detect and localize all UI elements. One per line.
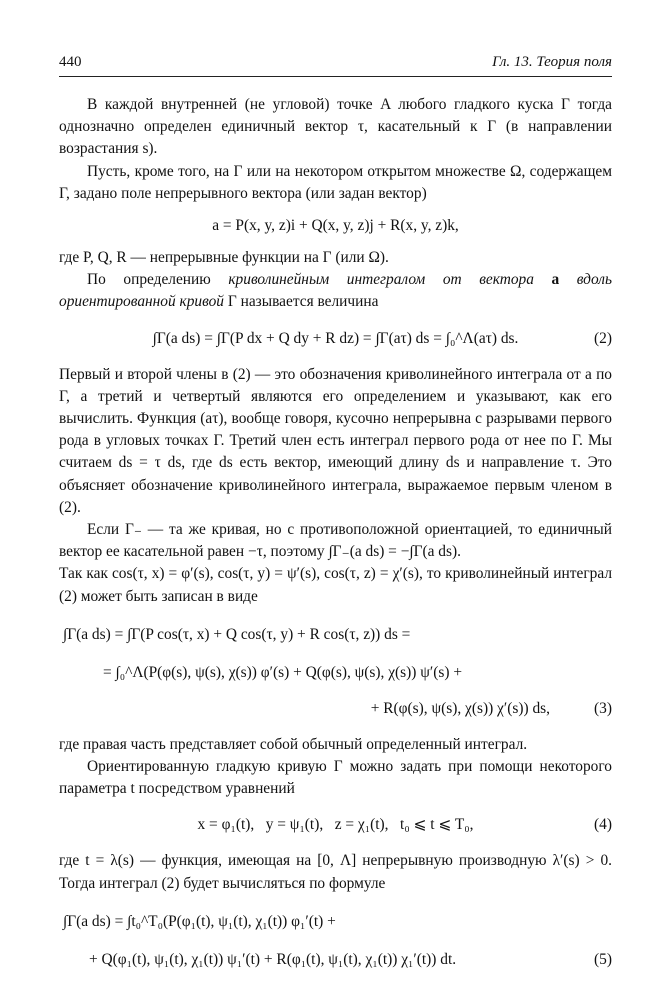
vector-symbol: a <box>551 271 560 289</box>
definition-term-1: криволинейным интегралом от вектора <box>228 271 534 289</box>
equation-field <box>59 215 612 237</box>
equation-5-line-2: + Q(φ₁(t), ψ₁(t), χ₁(t)) ψ₁′(t) + R(φ₁(t), ψ₁(t), χ₁(t)) χ₁′(t)) dt. <box>89 950 457 968</box>
equation-2-number: (2) <box>594 329 612 347</box>
paragraph-4-a: По определению <box>87 271 211 289</box>
paragraph-10: где t = λ(s) — функция, имеющая на [0, Λ] непрерывную производную λ′(s) > 0. Тогда интеграл (2) будет вычисляться по формуле <box>59 852 612 892</box>
page-header <box>59 54 612 76</box>
paragraph-5: Первый и второй члены в (2) — это обозначения криволинейного интеграла от a по Γ, а третий и четвертый являются его определением и указывают, как его вычислить. Функция (aτ), вообще говоря, кусочно непрерывна с разрывами первого рода в угловых точках Γ. Третий член есть интеграл первого рода от нее по Γ. Мы считаем ds = τ ds, где ds есть вектор, имеющий длину ds и направление τ. Это объясняет обозначение криволинейного интеграла, выражаемое первым членом в (2). <box>59 365 612 516</box>
book-page <box>59 0 612 1000</box>
paragraph-9: Ориентированную гладкую кривую Γ можно задать при помощи некоторого параметра t посредством уравнений <box>59 758 612 798</box>
page-number: 440 <box>59 54 82 70</box>
equation-4-number: (4) <box>594 816 612 834</box>
paragraph-6: Если Γ₋ — та же кривая, но с противоположной ориентацией, то единичный вектор ее касательной равен −τ, поэтому ∫Γ₋(a ds) = −∫Γ(a ds). <box>59 521 612 561</box>
equation-2-text: ∫Γ(a ds) = ∫Γ(P dx + Q dy + R dz) = ∫Γ(aτ) ds = ∫₀^Λ(aτ) ds. <box>152 329 519 347</box>
definition-term-2: вдоль ориентированной кривой <box>59 271 612 311</box>
page-body <box>59 94 612 971</box>
paragraph-8: где правая часть представляет собой обычный определенный интеграл. <box>59 735 528 753</box>
equation-field-text: a = P(x, y, z)i + Q(x, y, z)j + R(x, y, z)k, <box>212 217 459 235</box>
equation-3-line-1: ∫Γ(a ds) = ∫Γ(P cos(τ, x) + Q cos(τ, y) + R cos(τ, z)) ds = <box>63 625 411 643</box>
running-title: Гл. 13. Теория поля <box>492 54 612 70</box>
equation-5-number: (5) <box>594 950 612 968</box>
paragraph-2: Пусть, кроме того, на Γ или на некотором открытом множестве Ω, содержащем Γ, задано поле непрерывного вектора (или задан вектор) <box>59 162 612 202</box>
equation-4-text: x = φ₁(t), y = ψ₁(t), z = χ₁(t), t₀ ⩽ t ⩽ T₀, <box>197 816 474 834</box>
paragraph-4-c: Γ называется величина <box>227 293 379 311</box>
equation-5-line-1: ∫Γ(a ds) = ∫t₀^T₀(P(φ₁(t), ψ₁(t), χ₁(t)) φ₁′(t) + <box>63 912 336 930</box>
paragraph-7: Так как cos(τ, x) = φ′(s), cos(τ, y) = ψ′(s), cos(τ, z) = χ′(s), то криволинейный интеграл (2) может быть записан в виде <box>59 565 612 605</box>
paragraph-4 <box>59 269 612 313</box>
equation-3-line-2: = ∫₀^Λ(P(φ(s), ψ(s), χ(s)) φ′(s) + Q(φ(s), ψ(s), χ(s)) ψ′(s) + <box>103 663 463 681</box>
header-rule <box>59 76 612 77</box>
equation-3 <box>59 624 612 720</box>
equation-4 <box>59 814 612 836</box>
paragraph-1: В каждой внутренней (не угловой) точке A любого гладкого куска Γ тогда однозначно определен единичный вектор τ, касательный к Γ (в направлении возрастания s). <box>59 96 612 158</box>
equation-3-number: (3) <box>594 699 612 717</box>
paragraph-3: где P, Q, R — непрерывные функции на Γ (или Ω). <box>59 249 389 267</box>
equation-3-line-3: + R(φ(s), ψ(s), χ(s)) χ′(s)) ds, <box>370 699 550 717</box>
equation-5 <box>59 911 612 971</box>
equation-2 <box>59 328 612 350</box>
